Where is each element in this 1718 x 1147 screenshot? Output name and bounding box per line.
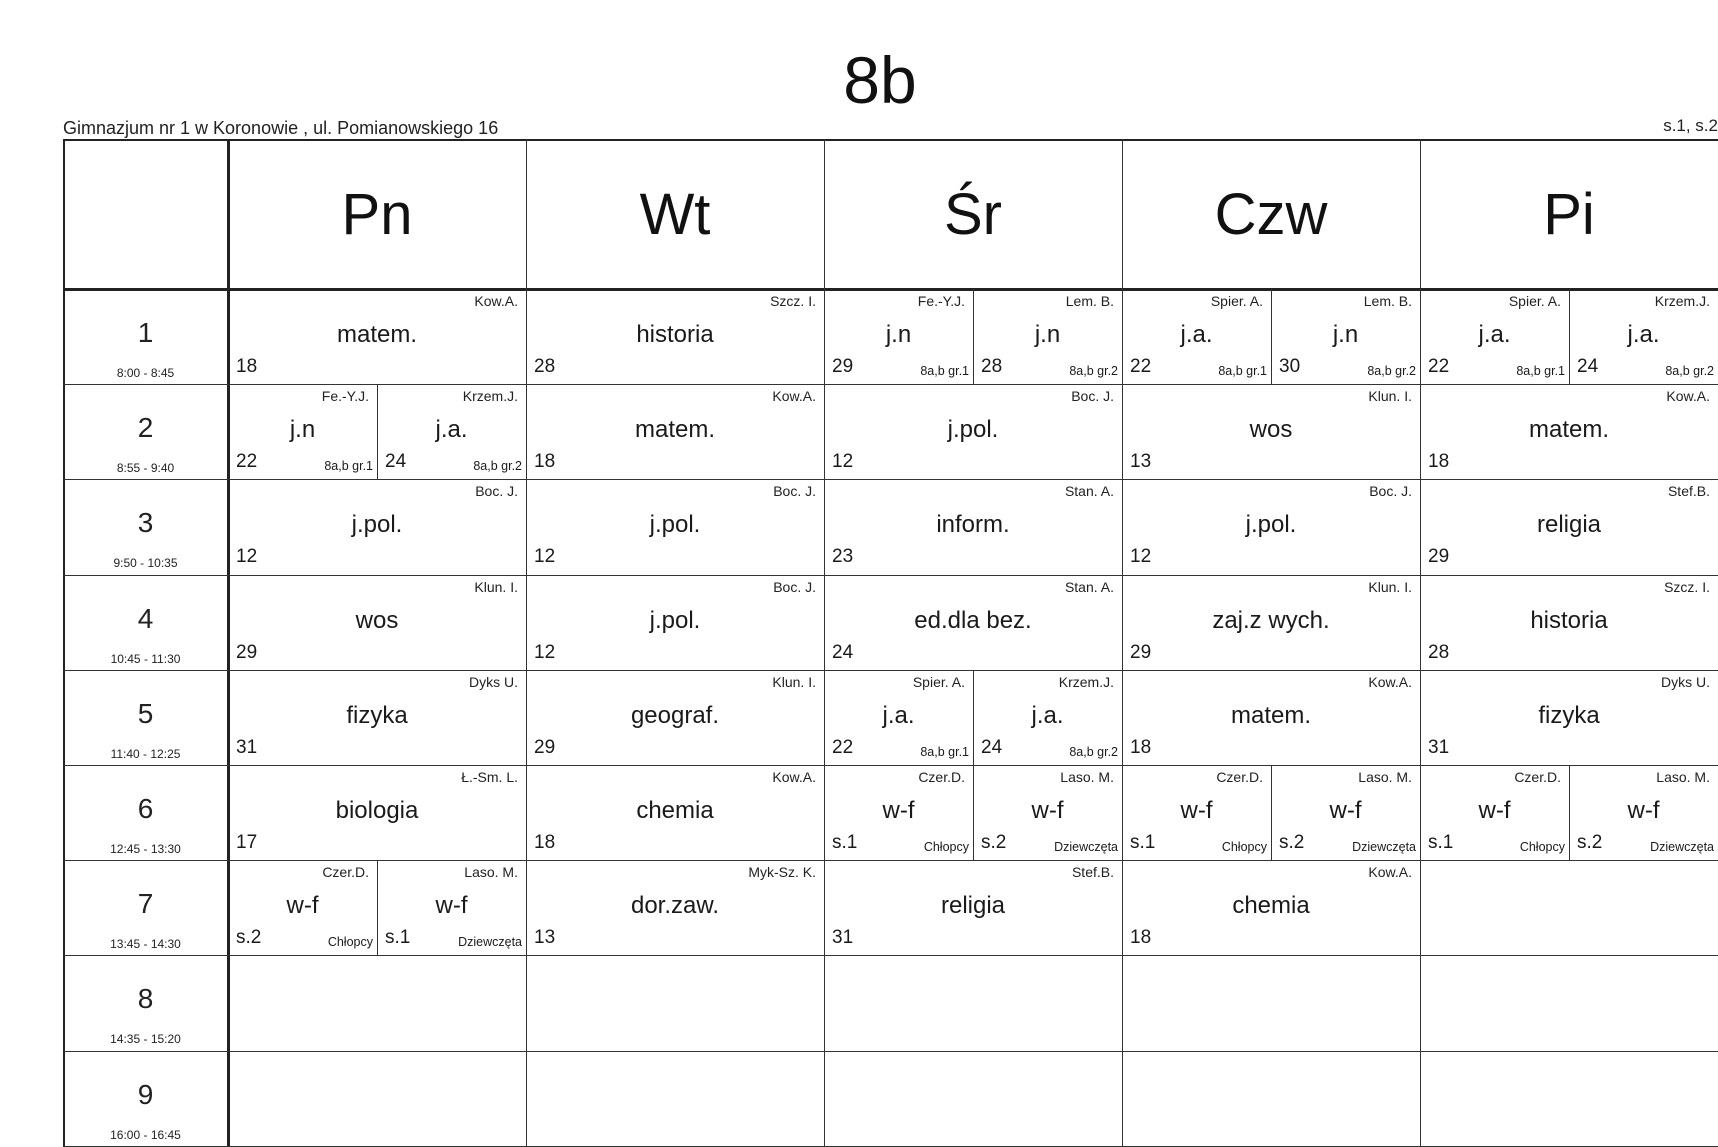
lesson-cell — [526, 670, 824, 765]
lesson-cell — [526, 860, 824, 955]
split-line — [973, 289, 974, 384]
lesson-half-cell — [973, 765, 1122, 860]
lesson-teacher: Dyks U. — [1661, 673, 1710, 690]
lesson-room: 30 — [1279, 356, 1301, 377]
lesson-room: 12 — [1130, 546, 1152, 568]
lesson-teacher: Kow.A. — [1368, 864, 1412, 881]
period-time: 12:45 - 13:30 — [110, 842, 181, 856]
lesson-subject: j.a. — [1031, 701, 1064, 729]
lesson-teacher: Szcz. I. — [770, 293, 816, 309]
day-header: Czw — [1214, 181, 1328, 247]
lesson-teacher: Fe.-Y.J. — [917, 293, 965, 309]
lesson-group: 8a,b gr.2 — [1069, 744, 1118, 759]
lesson-teacher: Laso. M. — [1060, 769, 1114, 785]
lesson-room: 23 — [832, 546, 854, 568]
lesson-subject: j.n — [1332, 321, 1359, 348]
day-header: Pn — [341, 181, 413, 247]
lesson-half-cell — [1420, 765, 1569, 860]
lesson-half-cell — [1569, 765, 1718, 860]
lesson-teacher: Spier. A. — [1210, 293, 1263, 309]
sheet-reference: s.1, s.2 — [1663, 116, 1718, 135]
lesson-subject: w-f — [1478, 797, 1511, 824]
lesson-subject: w-f — [882, 797, 915, 824]
lesson-subject: j.a. — [1627, 321, 1660, 348]
lesson-cell — [1420, 479, 1718, 574]
lesson-teacher: Boc. J. — [773, 578, 816, 595]
lesson-cell — [1122, 860, 1420, 955]
lesson-half-cell — [824, 670, 973, 765]
lesson-half-cell — [1569, 289, 1718, 384]
lesson-group: Dziewczęta — [1054, 840, 1118, 854]
lesson-teacher: Kow.A. — [1368, 673, 1412, 690]
lesson-room: 12 — [534, 546, 556, 568]
lesson-room: s.2 — [236, 927, 262, 949]
lesson-room: 12 — [236, 546, 258, 568]
lesson-teacher: Kow.A. — [772, 388, 816, 405]
lesson-cell — [824, 575, 1122, 670]
lesson-teacher: Lem. B. — [1065, 293, 1114, 309]
lesson-room: s.2 — [1279, 832, 1305, 853]
lesson-room: 24 — [385, 451, 407, 473]
lesson-cell — [824, 479, 1122, 574]
lesson-teacher: Laso. M. — [464, 864, 518, 881]
lesson-subject: j.pol. — [351, 511, 403, 539]
lesson-room: s.1 — [385, 927, 411, 949]
lesson-subject: matem. — [336, 321, 417, 348]
lesson-subject: religia — [1536, 511, 1602, 539]
period-time: 8:00 - 8:45 — [116, 366, 175, 380]
lesson-subject: w-f — [1031, 797, 1064, 824]
lesson-teacher: Klun. I. — [474, 578, 518, 595]
period-number: 1 — [137, 317, 154, 348]
lesson-teacher: Stef.B. — [1071, 864, 1114, 881]
lesson-room: 22 — [236, 451, 258, 473]
lesson-teacher: Myk-Sz. K. — [748, 864, 816, 881]
lesson-group: Dziewczęta — [1352, 840, 1416, 854]
period-number: 3 — [137, 507, 154, 539]
lesson-subject: ed.dla bez. — [914, 606, 1032, 634]
lesson-teacher: Ł.-Sm. L. — [461, 769, 518, 785]
lesson-subject: w-f — [1180, 797, 1213, 824]
lesson-room: 18 — [236, 356, 258, 377]
lesson-group: 8a,b gr.1 — [1218, 364, 1267, 378]
lesson-teacher: Kow.A. — [1666, 388, 1710, 405]
period-number: 7 — [137, 888, 154, 920]
lesson-cell — [1420, 384, 1718, 479]
lesson-cell — [1420, 670, 1718, 765]
lesson-subject: wos — [1249, 416, 1293, 444]
lesson-subject: matem. — [1230, 701, 1311, 729]
lesson-subject: fizyka — [1538, 701, 1600, 729]
period-cell — [63, 289, 228, 384]
period-time: 10:45 - 11:30 — [110, 651, 181, 666]
lesson-cell — [526, 384, 824, 479]
lesson-room: s.1 — [1130, 832, 1156, 853]
lesson-group: 8a,b gr.2 — [1665, 364, 1714, 378]
lesson-room: 22 — [832, 736, 854, 758]
lesson-cell — [1122, 670, 1420, 765]
lesson-subject: w-f — [435, 892, 468, 920]
lesson-group: 8a,b gr.2 — [1367, 364, 1416, 378]
lesson-room: 31 — [236, 736, 258, 758]
period-cell — [63, 1051, 228, 1146]
lesson-teacher: Spier. A. — [1508, 293, 1561, 309]
lesson-teacher: Klun. I. — [1368, 578, 1412, 595]
lesson-cell — [228, 765, 526, 860]
lesson-cell — [228, 479, 526, 574]
lesson-subject: wos — [355, 606, 399, 634]
period-number: 9 — [137, 1078, 154, 1110]
lesson-cell — [824, 384, 1122, 479]
lesson-cell — [526, 479, 824, 574]
lesson-subject: j.n — [1034, 321, 1061, 348]
period-number: 8 — [137, 983, 154, 1015]
period-time: 14:35 - 15:20 — [110, 1032, 181, 1047]
lesson-subject: matem. — [634, 416, 715, 444]
lesson-room: 12 — [832, 451, 854, 473]
lesson-group: Dziewczęta — [458, 935, 522, 950]
lesson-subject: j.a. — [1478, 321, 1511, 348]
lesson-teacher: Fe.-Y.J. — [321, 388, 369, 405]
period-time: 11:40 - 12:25 — [110, 746, 181, 761]
lesson-teacher: Klun. I. — [772, 673, 816, 690]
lesson-subject: zaj.z wych. — [1212, 606, 1330, 634]
lesson-room: 29 — [832, 356, 854, 377]
lesson-room: 29 — [534, 736, 556, 758]
lesson-subject: chemia — [636, 797, 714, 824]
split-line — [377, 860, 378, 955]
period-number: 2 — [137, 412, 154, 444]
lesson-room: 31 — [832, 927, 854, 949]
lesson-group: Dziewczęta — [1650, 840, 1714, 854]
lesson-room: 28 — [1428, 641, 1450, 663]
lesson-room: s.2 — [1577, 832, 1603, 853]
lesson-subject: j.a. — [882, 701, 915, 729]
lesson-cell — [228, 289, 526, 384]
period-cell — [63, 955, 228, 1050]
period-number: 5 — [137, 697, 154, 729]
lesson-half-cell — [377, 860, 526, 955]
period-cell — [63, 765, 228, 860]
lesson-subject: j.a. — [435, 416, 468, 444]
lesson-subject: j.pol. — [649, 511, 701, 539]
lesson-half-cell — [973, 670, 1122, 765]
lesson-room: s.2 — [981, 832, 1007, 853]
lesson-room: 18 — [1428, 451, 1450, 473]
lesson-teacher: Czer.D. — [1514, 769, 1561, 785]
lesson-subject: fizyka — [346, 701, 408, 729]
period-cell — [63, 670, 228, 765]
period-time: 9:50 - 10:35 — [113, 556, 178, 571]
lesson-subject: historia — [636, 321, 714, 348]
period-time: 13:45 - 14:30 — [110, 937, 181, 952]
lesson-room: 31 — [1428, 736, 1450, 758]
lesson-teacher: Laso. M. — [1358, 769, 1412, 785]
lesson-teacher: Kow.A. — [772, 769, 816, 785]
lesson-half-cell — [1122, 765, 1271, 860]
lesson-room: 22 — [1428, 356, 1450, 377]
lesson-group: Chłopcy — [1519, 840, 1565, 854]
lesson-teacher: Spier. A. — [912, 673, 965, 690]
lesson-teacher: Lem. B. — [1363, 293, 1412, 309]
lesson-room: 18 — [1130, 927, 1152, 949]
period-cell — [63, 384, 228, 479]
row-line — [63, 1051, 1718, 1052]
lesson-teacher: Boc. J. — [1369, 483, 1412, 500]
lesson-subject: w-f — [1627, 797, 1660, 824]
lesson-teacher: Boc. J. — [773, 483, 816, 500]
timetable-grid — [63, 139, 1718, 1146]
lesson-group: 8a,b gr.1 — [1516, 364, 1565, 378]
period-cell — [63, 860, 228, 955]
lesson-subject: j.pol. — [649, 606, 701, 634]
split-line — [1271, 289, 1272, 384]
lesson-cell — [1122, 479, 1420, 574]
lesson-room: 18 — [1130, 736, 1152, 758]
split-line — [377, 384, 378, 479]
lesson-room: 29 — [1428, 546, 1450, 568]
lesson-half-cell — [1271, 289, 1420, 384]
school-name: Gimnazjum nr 1 w Koronowie , ul. Pomianowskiego 16 — [63, 118, 499, 138]
lesson-subject: geograf. — [630, 701, 720, 729]
row-line — [63, 955, 1718, 956]
lesson-teacher: Boc. J. — [475, 483, 518, 500]
lesson-room: 12 — [534, 641, 556, 663]
day-header: Wt — [639, 181, 711, 247]
lesson-room: 29 — [236, 641, 258, 663]
period-cell — [63, 575, 228, 670]
period-number: 6 — [137, 793, 154, 824]
split-line — [1569, 765, 1570, 860]
day-header: Pi — [1543, 181, 1595, 247]
lesson-group: 8a,b gr.2 — [1069, 364, 1118, 378]
lesson-room: 17 — [236, 832, 258, 853]
lesson-group: 8a,b gr.2 — [473, 459, 522, 474]
day-header: Śr — [944, 181, 1002, 247]
lesson-subject: historia — [1530, 606, 1608, 634]
lesson-half-cell — [824, 289, 973, 384]
lesson-room: s.1 — [832, 832, 858, 853]
lesson-room: 28 — [981, 356, 1003, 377]
lesson-room: 13 — [534, 927, 556, 949]
lesson-subject: w-f — [1329, 797, 1362, 824]
lesson-teacher: Stan. A. — [1064, 483, 1114, 500]
split-line — [973, 765, 974, 860]
lesson-subject: biologia — [335, 797, 419, 824]
split-line — [973, 670, 974, 765]
lesson-cell — [228, 575, 526, 670]
lesson-room: 24 — [1577, 356, 1599, 377]
lesson-group: Chłopcy — [1221, 840, 1267, 854]
lesson-subject: j.pol. — [1245, 511, 1297, 539]
lesson-subject: inform. — [936, 511, 1010, 539]
lesson-cell — [228, 670, 526, 765]
lesson-teacher: Stef.B. — [1667, 483, 1710, 500]
lesson-group: 8a,b gr.1 — [324, 459, 373, 474]
lesson-room: 18 — [534, 832, 556, 853]
period-time: 16:00 - 16:45 — [110, 1127, 181, 1142]
lesson-subject: matem. — [1528, 416, 1609, 444]
split-line — [1271, 765, 1272, 860]
lesson-teacher: Czer.D. — [322, 864, 369, 881]
lesson-teacher: Laso. M. — [1656, 769, 1710, 785]
lesson-group: 8a,b gr.1 — [920, 744, 969, 759]
lesson-cell — [824, 860, 1122, 955]
lesson-group: Chłopcy — [327, 935, 373, 950]
lesson-group: Chłopcy — [923, 840, 969, 854]
lesson-teacher: Krzem.J. — [1058, 673, 1114, 690]
lesson-room: 28 — [534, 356, 556, 377]
lesson-room: 29 — [1130, 641, 1152, 663]
lesson-half-cell — [1122, 289, 1271, 384]
lesson-subject: chemia — [1232, 892, 1310, 920]
lesson-teacher: Czer.D. — [1216, 769, 1263, 785]
lesson-cell — [1420, 575, 1718, 670]
lesson-teacher: Krzem.J. — [1654, 293, 1710, 309]
lesson-subject: j.pol. — [947, 416, 999, 444]
lesson-subject: j.n — [289, 416, 316, 444]
lesson-cell — [526, 289, 824, 384]
lesson-room: 18 — [534, 451, 556, 473]
lesson-cell — [526, 765, 824, 860]
period-cell — [63, 479, 228, 574]
lesson-teacher: Szcz. I. — [1664, 578, 1710, 595]
lesson-room: 13 — [1130, 451, 1152, 473]
lesson-subject: j.n — [885, 321, 912, 348]
lesson-half-cell — [228, 860, 377, 955]
lesson-group: 8a,b gr.1 — [920, 364, 969, 378]
lesson-half-cell — [377, 384, 526, 479]
lesson-room: 24 — [981, 736, 1003, 758]
lesson-subject: religia — [940, 892, 1006, 920]
split-line — [1569, 289, 1570, 384]
lesson-subject: w-f — [286, 892, 319, 920]
lesson-teacher: Kow.A. — [474, 293, 518, 309]
lesson-teacher: Krzem.J. — [462, 388, 518, 405]
lesson-teacher: Klun. I. — [1368, 388, 1412, 405]
lesson-half-cell — [824, 765, 973, 860]
lesson-half-cell — [228, 384, 377, 479]
lesson-cell — [1122, 384, 1420, 479]
lesson-teacher: Czer.D. — [918, 769, 965, 785]
lesson-half-cell — [1420, 289, 1569, 384]
lesson-room: 24 — [832, 641, 854, 663]
lesson-subject: j.a. — [1180, 321, 1213, 348]
lesson-room: s.1 — [1428, 832, 1454, 853]
lesson-subject: dor.zaw. — [630, 892, 720, 920]
lesson-half-cell — [973, 289, 1122, 384]
lesson-cell — [1122, 575, 1420, 670]
lesson-half-cell — [1271, 765, 1420, 860]
class-title: 8b — [843, 43, 917, 117]
period-time: 8:55 - 9:40 — [116, 461, 175, 476]
period-number: 4 — [137, 602, 154, 634]
lesson-cell — [526, 575, 824, 670]
lesson-teacher: Stan. A. — [1064, 578, 1114, 595]
lesson-teacher: Boc. J. — [1071, 388, 1114, 405]
lesson-teacher: Dyks U. — [469, 673, 518, 690]
lesson-room: 22 — [1130, 356, 1152, 377]
